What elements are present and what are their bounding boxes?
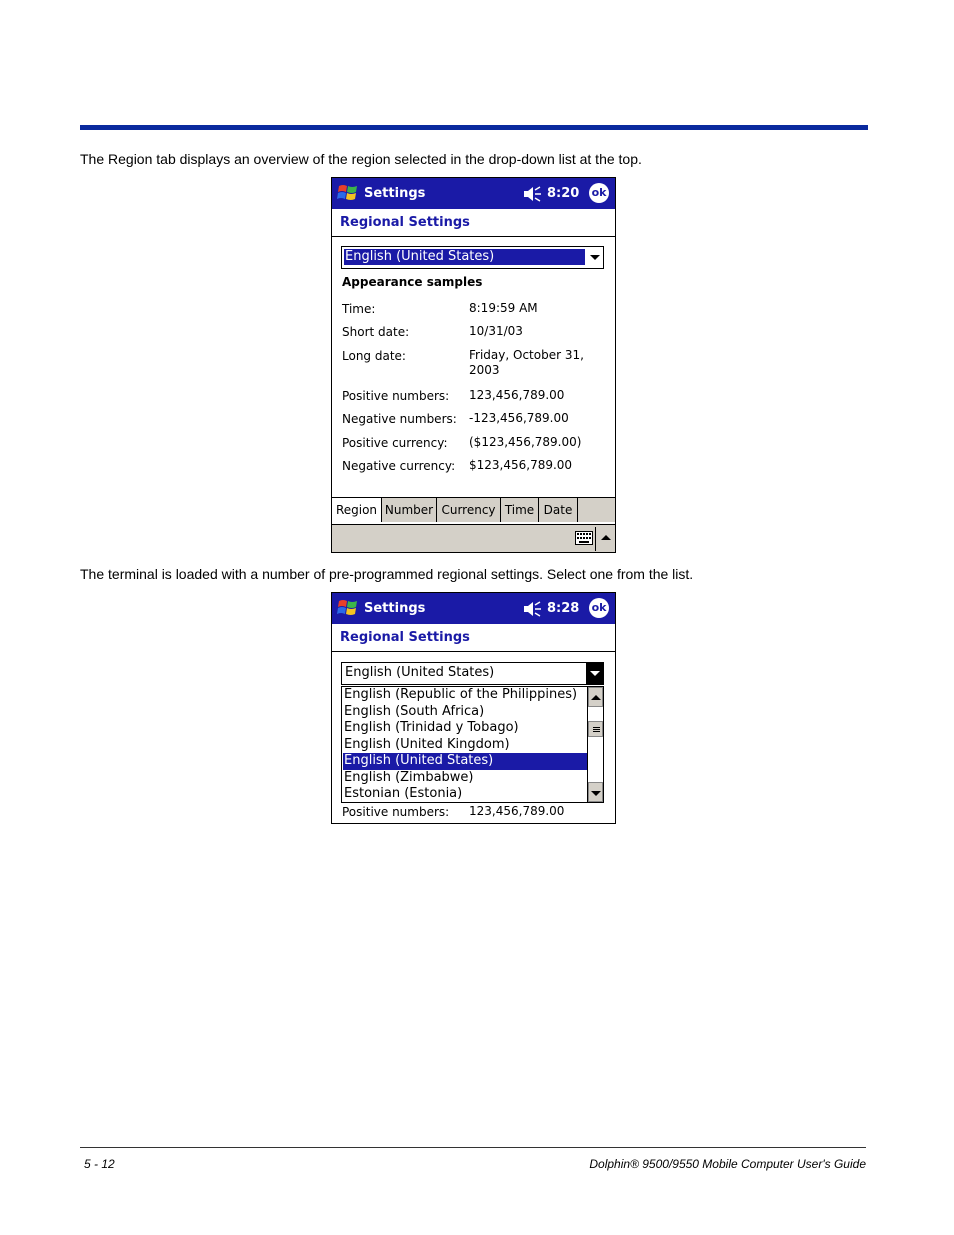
tab-strip [332,497,615,523]
list-item-selected[interactable]: English (United States) [343,753,588,770]
time-label: Time: [342,302,376,316]
long-date-value-line2: 2003 [469,363,500,377]
tab-region[interactable]: Region [332,498,382,522]
list-item[interactable]: English (United Kingdom) [344,736,510,752]
scroll-down-button[interactable] [588,782,603,802]
tab-number[interactable]: Number [382,497,437,522]
chevron-down-icon[interactable] [586,247,603,268]
scroll-thumb[interactable] [588,721,603,737]
list-item[interactable]: English (South Africa) [344,703,485,719]
input-panel-button[interactable] [595,527,616,551]
appearance-samples-title: Appearance samples [342,275,483,289]
region-dropdown-value: English (United States) [345,665,495,680]
scroll-up-button[interactable] [588,687,603,707]
list-item[interactable]: English (Trinidad y Tobago) [344,720,519,735]
chevron-down-icon[interactable] [586,663,603,684]
clock[interactable]: 8:28 [547,601,580,616]
start-menu-icon[interactable] [336,182,360,204]
positive-numbers-label: Positive numbers: [342,389,450,403]
command-bar [332,524,615,553]
positive-currency-label: Positive currency: [342,436,448,450]
start-menu-icon[interactable] [336,597,360,619]
list-item[interactable]: Estonian (Estonia) [344,786,463,801]
title-bar [332,593,615,624]
list-item[interactable]: English (Republic of the Philippines) [344,687,578,702]
regional-settings-header [332,624,615,652]
positive-numbers-label: Positive numbers: [342,805,450,819]
page-title: Regional Settings [340,215,470,230]
tab-time[interactable]: Time [501,497,539,522]
settings-screen-region-tab [331,177,616,553]
window-title: Settings [364,186,426,201]
intro-paragraph-1: The Region tab displays an overview of the region selected in the drop-down list at the top. [80,151,642,167]
page-title: Regional Settings [340,630,470,645]
long-date-value [469,348,584,378]
top-rule [80,125,868,130]
speaker-icon[interactable] [522,186,542,202]
window-title: Settings [364,601,426,616]
guide-title: Dolphin® 9500/9550 Mobile Computer User's Guide [589,1157,866,1171]
region-dropdown-value: English (United States) [344,249,585,265]
footer-rule [80,1147,866,1148]
page-number: 5 - 12 [84,1157,115,1171]
positive-currency-value: ($123,456,789.00) [469,435,582,449]
regional-settings-header [332,209,615,237]
negative-numbers-label: Negative numbers: [342,412,457,426]
chevron-up-icon [601,535,611,540]
list-item[interactable]: English (Zimbabwe) [344,769,474,785]
intro-paragraph-2: The terminal is loaded with a number of pre-programmed regional settings. Select one from the list. [80,566,694,582]
clock[interactable]: 8:20 [547,186,580,201]
ok-button[interactable]: ok [589,183,609,203]
tab-date[interactable]: Date [539,497,578,522]
negative-currency-value: $123,456,789.00 [469,458,573,472]
speaker-icon[interactable] [522,601,542,617]
long-date-label: Long date: [342,349,406,363]
settings-screen-region-list [331,592,616,824]
positive-numbers-value: 123,456,789.00 [469,804,565,818]
short-date-label: Short date: [342,325,410,339]
region-dropdown[interactable] [341,662,604,685]
tab-currency[interactable]: Currency [437,497,501,522]
negative-numbers-value: -123,456,789.00 [469,411,569,425]
negative-currency-label: Negative currency: [342,459,456,473]
positive-numbers-value: 123,456,789.00 [469,388,565,402]
long-date-value-line1: Friday, October 31, [469,348,584,362]
region-list[interactable] [341,686,604,803]
time-value: 8:19:59 AM [469,301,538,315]
region-dropdown[interactable] [341,246,604,269]
keyboard-icon[interactable] [575,531,593,545]
ok-button[interactable]: ok [589,598,609,618]
title-bar [332,178,615,209]
short-date-value: 10/31/03 [469,324,523,338]
tab-strip-filler [578,497,615,522]
list-scrollbar[interactable] [587,687,603,802]
